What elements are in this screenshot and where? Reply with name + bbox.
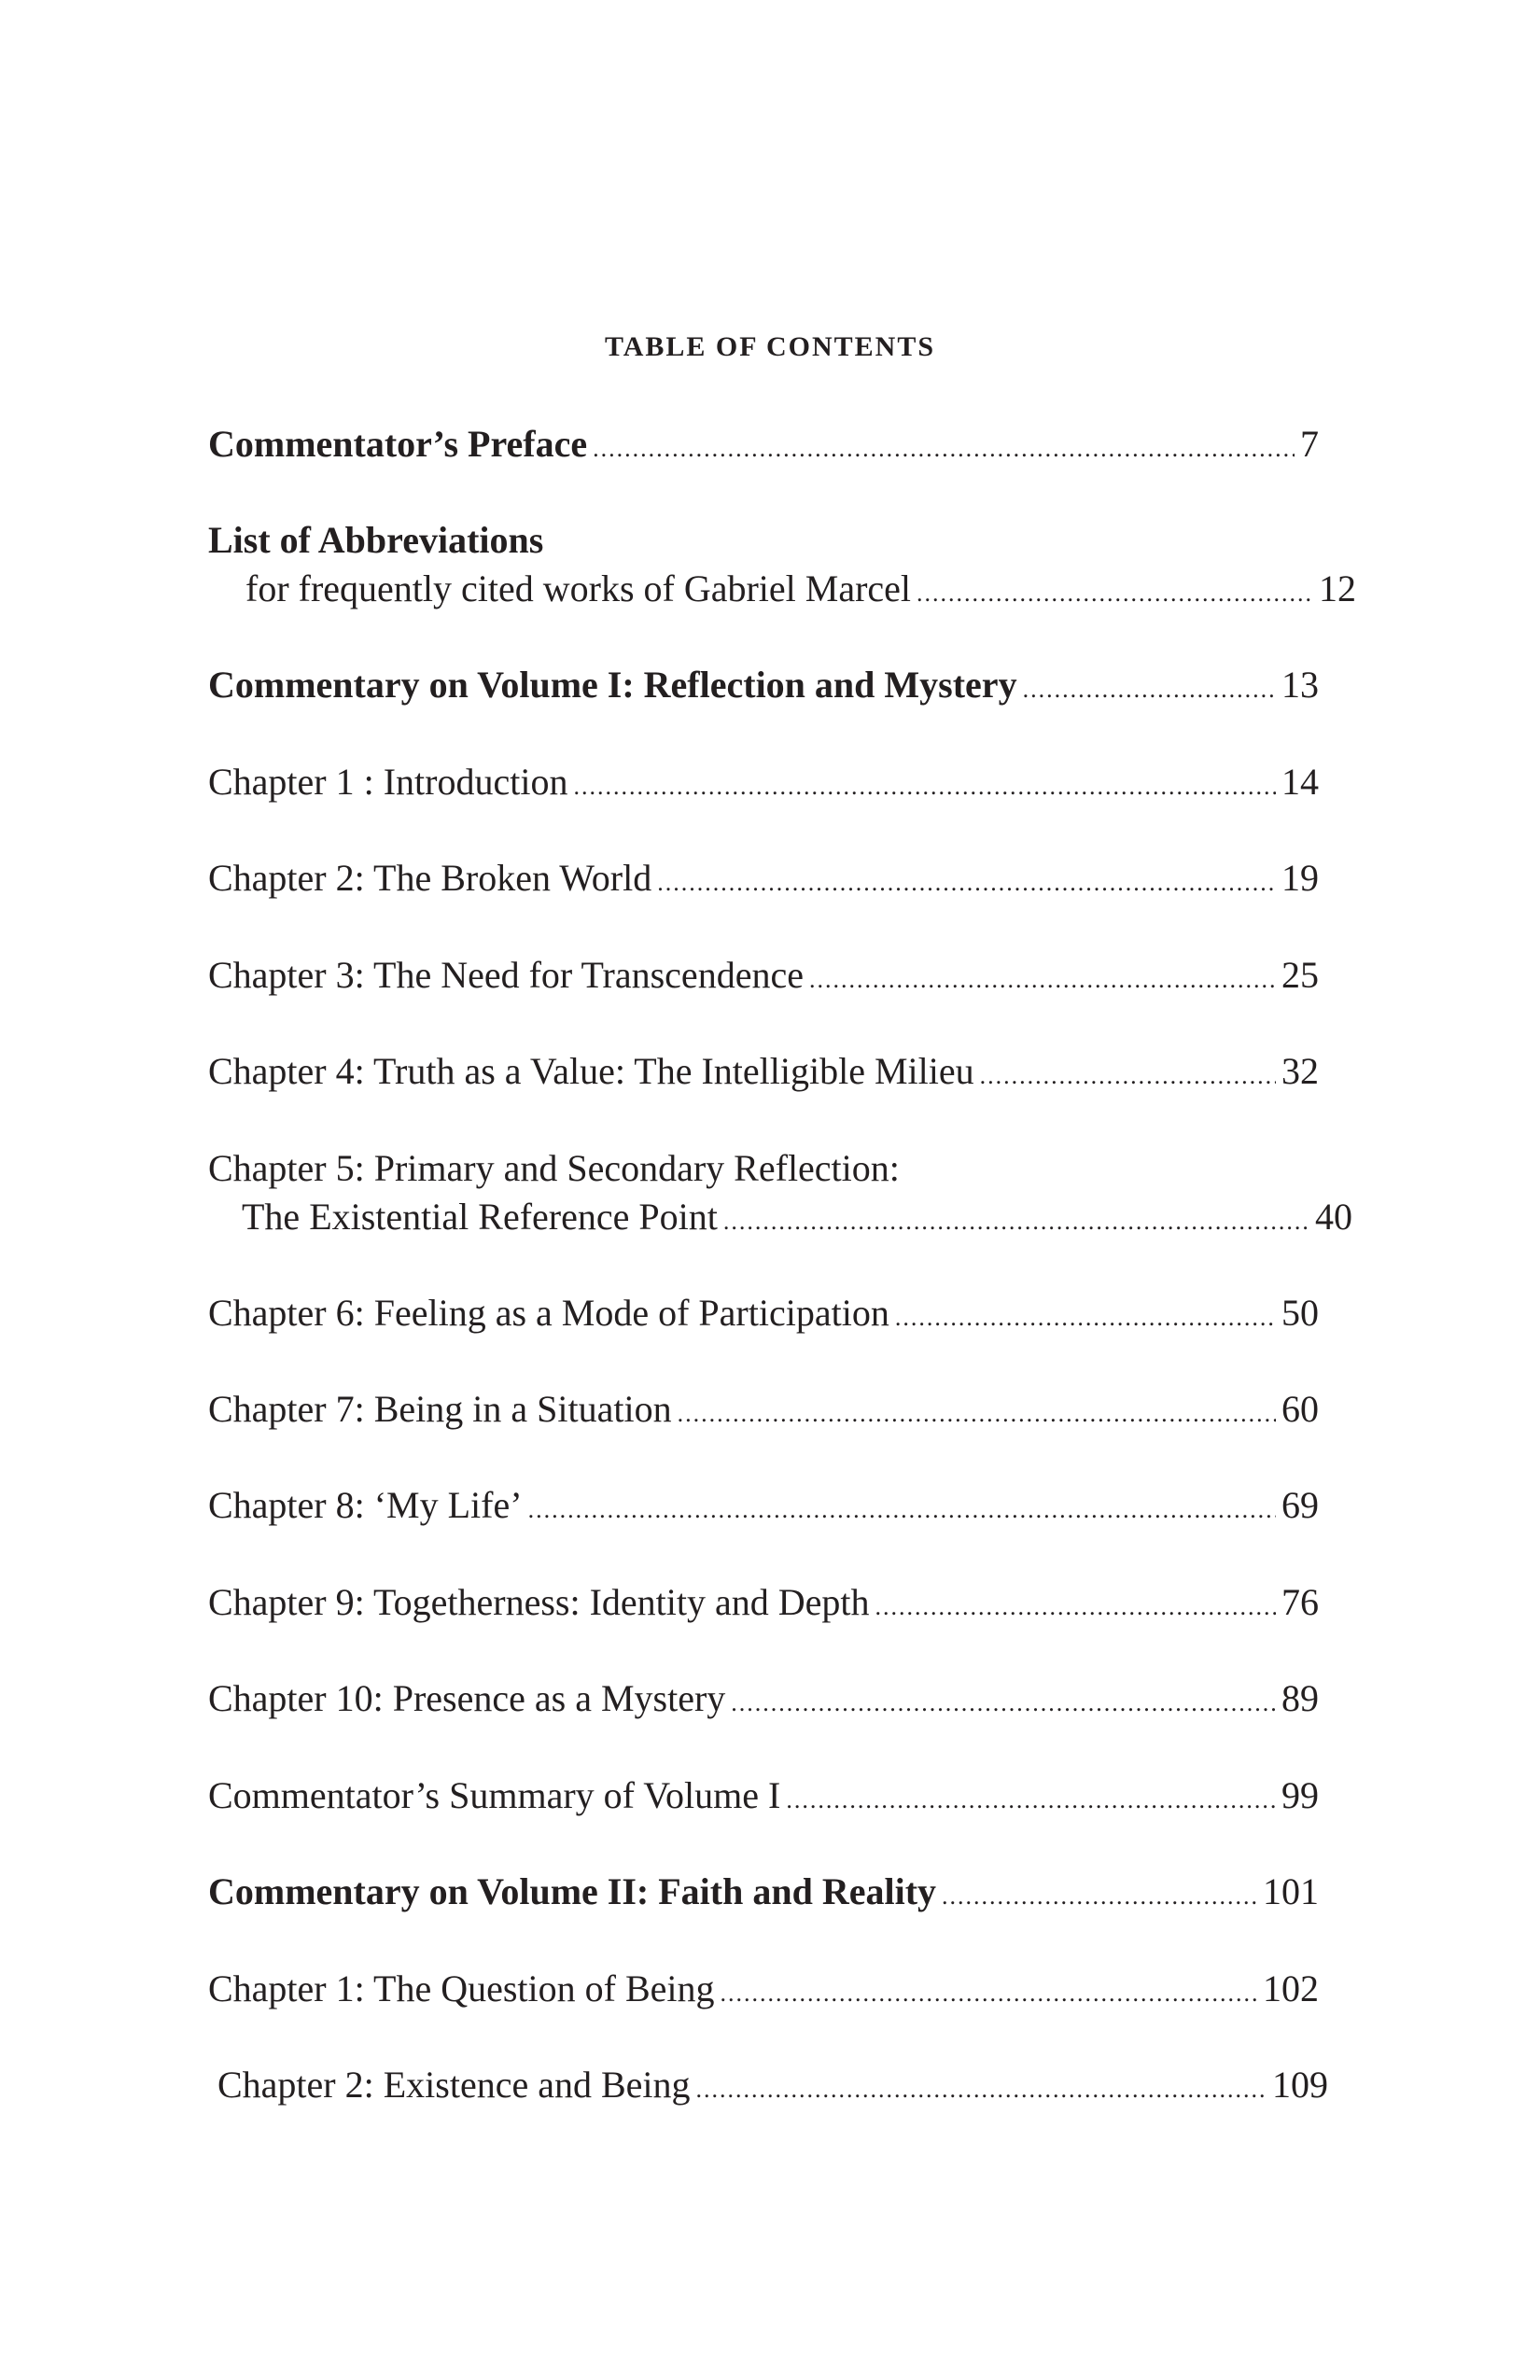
toc-entry-page: 102 <box>1263 1967 1319 2009</box>
toc-entry-page: 50 <box>1281 1292 1319 1334</box>
dot-leader <box>657 859 1276 907</box>
toc-entry-page: 101 <box>1263 1870 1319 1912</box>
toc-entry-title: Chapter 2: Existence and Being <box>217 2064 691 2106</box>
dot-leader <box>1023 665 1276 714</box>
toc-entry-v1-chapter-8[interactable] <box>208 1481 1319 1534</box>
toc-entry-title: Chapter 4: Truth as a Value: The Intelligible Milieu <box>208 1050 974 1092</box>
dot-leader <box>696 2065 1267 2114</box>
toc-entry-page: 40 <box>1315 1196 1352 1238</box>
dot-leader <box>593 425 1295 473</box>
toc-entry-title: Commentator’s Summary of Volume I <box>208 1774 781 1816</box>
toc-entry-preface[interactable] <box>208 420 1319 473</box>
toc-entry-v2-chapter-2[interactable] <box>208 2061 1328 2114</box>
dot-leader <box>723 1197 1309 1246</box>
toc-entry-page: 60 <box>1281 1388 1319 1430</box>
dot-leader <box>786 1776 1276 1825</box>
dot-leader <box>917 569 1313 618</box>
toc-entry-v1-summary[interactable] <box>208 1771 1319 1825</box>
toc-entry-v1-chapter-6[interactable] <box>208 1289 1319 1342</box>
toc-entry-title: Commentary on Volume II: Faith and Reality <box>208 1870 937 1912</box>
toc-entry-title-continued: The Existential Reference Point <box>242 1196 718 1238</box>
toc-entry-page: 12 <box>1319 567 1356 609</box>
dot-leader <box>809 956 1276 1004</box>
page-title: TABLE OF CONTENTS <box>604 331 936 362</box>
dot-leader <box>980 1052 1276 1100</box>
dot-leader <box>678 1390 1276 1438</box>
toc-entry-title: Chapter 3: The Need for Transcendence <box>208 954 804 996</box>
toc-entry-page: 19 <box>1281 857 1319 899</box>
toc-entry-abbreviations[interactable] <box>208 516 1356 618</box>
dot-leader <box>528 1486 1276 1534</box>
toc-entry-v1-chapter-4[interactable] <box>208 1047 1319 1100</box>
dot-leader <box>721 1969 1258 2018</box>
toc-entry-page: 7 <box>1300 423 1319 465</box>
toc-entry-page: 99 <box>1281 1774 1319 1816</box>
toc-entry-page: 89 <box>1281 1677 1319 1719</box>
toc-entry-page: 76 <box>1281 1581 1319 1623</box>
toc-entry-title: Chapter 9: Togetherness: Identity and Depth <box>208 1581 870 1623</box>
toc-entry-title: Chapter 1: The Question of Being <box>208 1967 715 2009</box>
toc-entry-title: Chapter 5: Primary and Secondary Reflection: <box>208 1147 900 1189</box>
toc-entry-v2-chapter-1[interactable] <box>208 1965 1319 2018</box>
toc-entry-v1-chapter-9[interactable] <box>208 1578 1319 1631</box>
toc-entry-volume-1[interactable] <box>208 661 1319 714</box>
toc-entry-title: Chapter 10: Presence as a Mystery <box>208 1677 726 1719</box>
toc-entry-page: 14 <box>1281 761 1319 803</box>
toc-entry-title: Chapter 2: The Broken World <box>208 857 652 899</box>
toc-entry-page: 32 <box>1281 1050 1319 1092</box>
dot-leader <box>895 1294 1276 1342</box>
toc-entry-subtitle: for frequently cited works of Gabriel Marcel <box>245 567 912 609</box>
dot-leader <box>573 763 1276 811</box>
toc-entry-title: Chapter 1 : Introduction <box>208 761 568 803</box>
toc-entry-title: Commentary on Volume I: Reflection and Mystery <box>208 664 1017 706</box>
toc-entry-v1-chapter-1[interactable] <box>208 758 1319 811</box>
toc-entry-page: 69 <box>1281 1484 1319 1526</box>
toc-entry-page: 13 <box>1281 664 1319 706</box>
dot-leader <box>731 1679 1276 1728</box>
toc-entry-page: 109 <box>1272 2064 1328 2106</box>
toc-entry-title: List of Abbreviations <box>208 519 544 561</box>
toc-entry-volume-2[interactable] <box>208 1868 1319 1921</box>
toc-entry-v1-chapter-7[interactable] <box>208 1385 1319 1438</box>
toc-entry-v1-chapter-2[interactable] <box>208 854 1319 907</box>
toc-entry-title: Chapter 8: ‘My Life’ <box>208 1484 523 1526</box>
toc-entry-v1-chapter-5[interactable] <box>208 1144 1352 1246</box>
toc-entry-page: 25 <box>1281 954 1319 996</box>
toc-entry-title: Chapter 7: Being in a Situation <box>208 1388 672 1430</box>
toc-entry-title: Commentator’s Preface <box>208 423 588 465</box>
dot-leader <box>875 1583 1276 1631</box>
toc-entry-title: Chapter 6: Feeling as a Mode of Participation <box>208 1292 889 1334</box>
dot-leader <box>942 1872 1257 1921</box>
toc-entry-v1-chapter-10[interactable] <box>208 1674 1319 1728</box>
toc-entry-v1-chapter-3[interactable] <box>208 951 1319 1004</box>
